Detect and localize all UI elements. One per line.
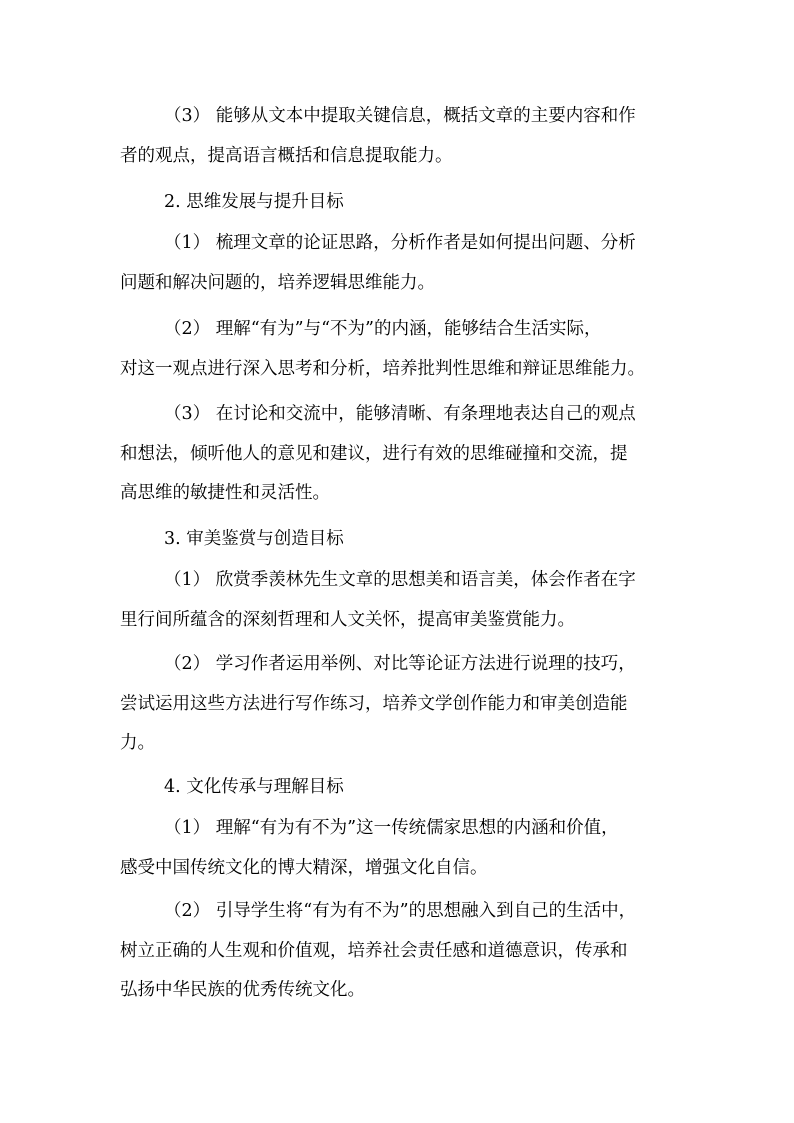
heading-text: 3. 审美鉴赏与创造目标 (164, 529, 344, 549)
text-line: （1） 梳理文章的论证思路，分析作者是如何提出问题、分析 (164, 233, 636, 253)
text-line: 里行间所蕴含的深刻哲理和人文关怀，提高审美鉴赏能力。 (120, 609, 575, 630)
heading-text: 2. 思维发展与提升目标 (164, 192, 344, 212)
paragraph-p3 (120, 310, 685, 389)
text-line: 对这一观点进行深入思考和分析，培养批判性思维和辩证思维能力。 (120, 358, 645, 379)
text-line: （2） 理解“有为”与“不为”的内涵，能够结合生活实际， (164, 319, 602, 339)
paragraph-p6 (120, 645, 685, 764)
text-line: （1） 理解“有为有不为”这一传统儒家思想的内涵和价值， (164, 818, 619, 838)
text-line: 弘扬中华民族的优秀传统文化。 (120, 980, 365, 1000)
paragraph-p8 (120, 892, 685, 1011)
text-line: （2） 学习作者运用举例、对比等论证方法进行说理的技巧， (164, 654, 636, 674)
paragraph-p2 (120, 224, 685, 303)
text-line: （2） 引导学生将“有为有不为”的思想融入到自己的生活中， (164, 901, 637, 921)
text-line: （3） 能够从文本中提取关键信息，概括文章的主要内容和作 (164, 106, 636, 126)
heading-text: 4. 文化传承与理解目标 (164, 777, 344, 797)
text-line: （3） 在讨论和交流中，能够清晰、有条理地表达自己的观点 (164, 404, 636, 424)
text-line: 问题和解决问题的，培养逻辑思维能力。 (120, 272, 435, 293)
text-line: 高思维的敏捷性和灵活性。 (120, 483, 330, 503)
paragraph-p7 (120, 809, 685, 888)
text-line: 和想法，倾听他人的意见和建议，进行有效的思维碰撞和交流，提 (120, 443, 628, 464)
text-line: 力。 (120, 733, 155, 753)
section-heading-3 (120, 520, 729, 560)
text-line: 尝试运用这些方法进行写作练习，培养文学创作能力和审美创造能 (120, 693, 628, 714)
paragraph-p4 (120, 395, 685, 514)
section-heading-4 (120, 768, 729, 808)
text-line: 者的观点，提高语言概括和信息提取能力。 (120, 145, 453, 166)
text-line: 感受中国传统文化的博大精深，增强文化自信。 (120, 857, 488, 878)
text-line: （1） 欣赏季羡林先生文章的思想美和语言美，体会作者在字 (164, 570, 636, 590)
paragraph-p5 (120, 561, 685, 640)
section-heading-2 (120, 183, 729, 223)
text-line: 树立正确的人生观和价值观，培养社会责任感和道德意识，传承和 (120, 940, 628, 961)
paragraph-p1 (120, 97, 685, 176)
